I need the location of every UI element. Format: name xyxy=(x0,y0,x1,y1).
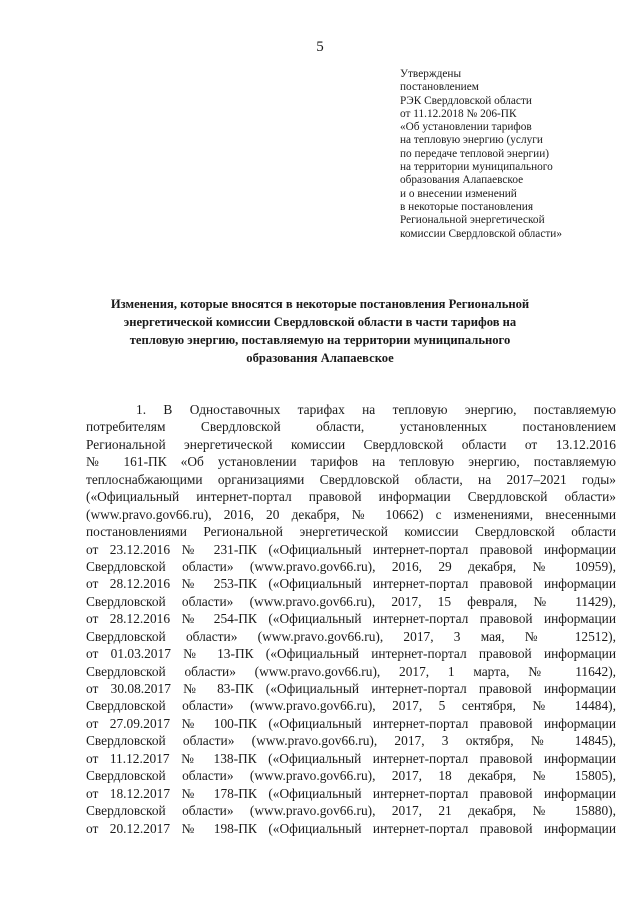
body-line: Свердловской области» (www.pravo.gov66.ru), 2017, 3 октября, № 14845), xyxy=(86,733,616,749)
body-line: Свердловской области» (www.pravo.gov66.ru), 2017, 18 декабря, № 15805), xyxy=(86,768,616,784)
body-line: от 18.12.2017 № 178-ПК («Официальный интернет-портал правовой информации xyxy=(86,785,616,801)
body-line: (www.pravo.gov66.ru), 2016, 20 декабря, № 10662) с изменениями, внесенными xyxy=(86,506,616,522)
body-line: 1. В Одноставочных тарифах на тепловую энергию, поставляемую xyxy=(136,402,616,417)
title-line: образования Алапаевское xyxy=(246,351,394,365)
approval-line: Утверждены xyxy=(400,68,462,80)
approval-line: на территории муниципального xyxy=(400,161,553,174)
approval-line: Региональной энергетической xyxy=(400,214,545,227)
body-paragraph xyxy=(86,401,616,837)
body-line: («Официальный интернет-портал правовой информации Свердловской области» xyxy=(86,489,616,505)
approval-line: от 11.12.2018 № 206-ПК xyxy=(400,107,517,120)
approval-line: образования Алапаевское xyxy=(400,174,524,187)
body-line: от 23.12.2016 № 231-ПК («Официальный интернет-портал правовой информации xyxy=(86,541,616,557)
title-line: тепловую энергию, поставляемую на территории муниципального xyxy=(129,333,511,347)
approval-line: на тепловую энергию (услуги xyxy=(400,134,543,147)
body-line: Свердловской области» (www.pravo.gov66.ru), 2017, 5 сентября, № 14484), xyxy=(86,698,616,714)
body-line: Свердловской области» (www.pravo.gov66.ru), 2016, 29 декабря, № 10959), xyxy=(86,558,616,574)
body-line: постановлениями Региональной энергетической комиссии Свердловской области xyxy=(86,524,616,540)
approval-line: и о внесении изменений xyxy=(400,187,517,200)
body-line: от 20.12.2017 № 198-ПК («Официальный интернет-портал правовой информации xyxy=(86,820,616,836)
approval-line: постановлением xyxy=(400,81,479,94)
approval-line: по передаче тепловой энергии) xyxy=(400,147,550,160)
body-line: Региональной энергетической комиссии Свердловской области от 13.12.2016 xyxy=(86,436,616,452)
body-line: Свердловской области» (www.pravo.gov66.ru), 2017, 3 мая, № 12512), xyxy=(86,628,616,644)
approval-stamp-block xyxy=(400,68,635,241)
body-line: теплоснабжающими организациями Свердловской области, на 2017–2021 годы» xyxy=(86,471,616,487)
title-line: энергетической комиссии Свердловской области в части тарифов на xyxy=(123,315,517,329)
body-line: от 01.03.2017 № 13-ПК («Официальный интернет-портал правовой информации xyxy=(86,646,616,662)
body-line: Свердловской области» (www.pravo.gov66.ru), 2017, 15 февраля, № 11429), xyxy=(86,593,616,609)
approval-line: комиссии Свердловской области» xyxy=(400,227,562,240)
approval-line: РЭК Свердловской области xyxy=(400,94,532,107)
body-line: № 161-ПК «Об установлении тарифов на тепловую энергию, поставляемую xyxy=(86,454,616,470)
body-line: потребителям Свердловской области, установленных постановлением xyxy=(86,419,616,435)
approval-line: в некоторые постановления xyxy=(400,200,534,213)
body-line: от 28.12.2016 № 254-ПК («Официальный интернет-портал правовой информации xyxy=(86,611,616,627)
document-title xyxy=(70,295,570,367)
body-line: от 11.12.2017 № 138-ПК («Официальный интернет-портал правовой информации xyxy=(86,750,616,766)
page-number: 5 xyxy=(316,39,324,55)
body-line: Свердловской области» (www.pravo.gov66.ru), 2017, 1 марта, № 11642), xyxy=(86,663,616,679)
body-line: Свердловской области» (www.pravo.gov66.ru), 2017, 21 декабря, № 15880), xyxy=(86,803,616,819)
title-line: Изменения, которые вносятся в некоторые постановления Региональной xyxy=(110,297,530,311)
body-line: от 30.08.2017 № 83-ПК («Официальный интернет-портал правовой информации xyxy=(86,681,616,696)
body-line: от 28.12.2016 № 253-ПК («Официальный интернет-портал правовой информации xyxy=(86,576,616,592)
approval-line: «Об установлении тарифов xyxy=(400,121,532,134)
body-line: от 27.09.2017 № 100-ПК («Официальный интернет-портал правовой информации xyxy=(86,715,616,731)
